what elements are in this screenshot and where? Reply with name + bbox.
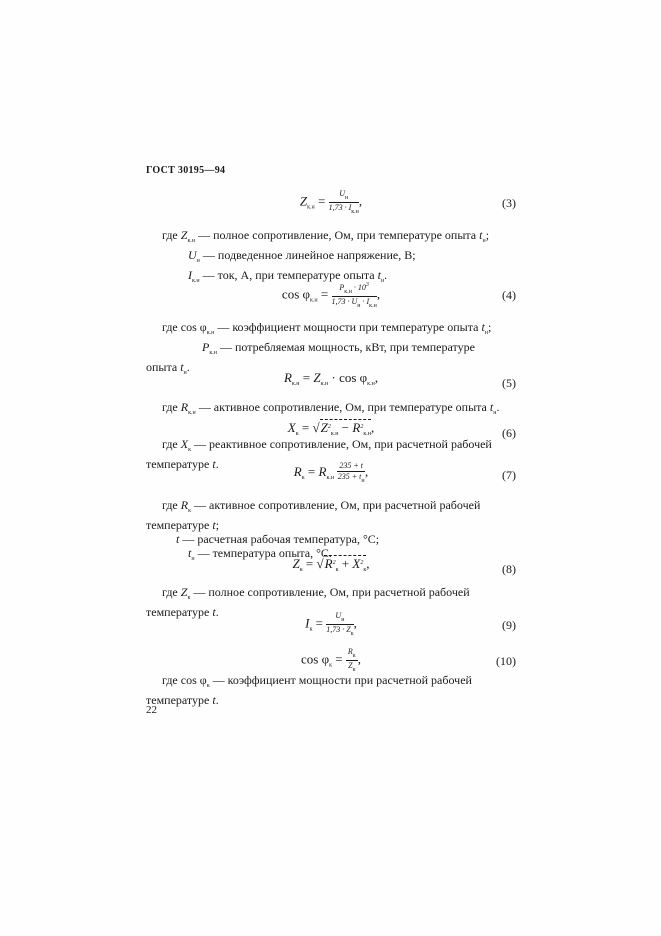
equation-number: (5) — [502, 376, 516, 390]
formula-4 — [146, 282, 516, 308]
equation-number: (8) — [502, 562, 516, 576]
page-number: 22 — [146, 704, 157, 716]
fraction: $\frac{P_{к.н} \cdot 10^3}{1,73 \cdot U_н \cdot I_{к.н}}$ — [331, 282, 377, 309]
explanation-8: где $Z_к$ — полное сопротивление, Ом, при расчетной рабочей температуре t. — [146, 585, 470, 619]
fraction: $\frac{235 + t}{235 + t_н}$ — [337, 461, 365, 484]
explanation-5: где $R_{к.н}$ — активное сопротивление, Ом, при температуре опыта $t_н$. — [162, 400, 500, 416]
formula-3 — [146, 190, 516, 216]
formula-8 — [146, 556, 516, 582]
equation-number: (6) — [502, 426, 516, 440]
radical: $R^2_к + X^2_к$ — [324, 556, 367, 573]
formula-5 — [146, 370, 516, 396]
fraction: $\frac{R_к}{Z_к}$ — [347, 647, 356, 673]
explanation-3: где $Z_{к.н}$ — полное сопротивление, Ом, при температуре опыта $t_н$; $U_н$ — подведенное линейное напряжение, В; $I_{к.н}$ — ток, А, при температуре опыта $t_н$. — [162, 228, 490, 284]
formula-5-expression: $R_{к.н} = Z_{к.н} \cdot \cos \varphi_{к.н}$, — [283, 370, 379, 387]
explanation-7: где $R_к$ — активное сопротивление, Ом, при расчетной рабочей температуре t; t — расчетная рабочая температура, °С; $t_н$ — температура опыта, °С. — [146, 498, 481, 562]
explanation-4: где $\cos \varphi_{к.н}$ — коэффициент мощности при температуре опыта $t_н$; $P_{к.н}$ — потребляемая мощность, кВт, при температуре опыта $t_н$. — [146, 320, 492, 376]
formula-10-expression: $\cos \varphi_к$ = $\frac{R_к}{Z_к}$ , — [301, 647, 361, 673]
formula-9-expression: $I_к$ = $\frac{U_н}{1,73 \cdot Z_к}$ , — [305, 611, 357, 637]
formula-10 — [146, 648, 516, 674]
explanation-10: где $\cos \varphi_к$ — коэффициент мощности при расчетной рабочей температуре t. — [146, 673, 472, 707]
fraction: $\frac{U_н}{1,73 \cdot I_{к.н}}$ — [328, 189, 359, 215]
equation-number: (4) — [502, 288, 516, 302]
formula-6-expression: $X_к = √Z^2_{к.н} - R^2_{к.н}$, — [287, 420, 375, 437]
formula-7-expression: $R_к = R_{к.н}$ $\frac{235 + t}{235 + t_н}$ , — [293, 461, 369, 484]
formula-4-expression: $\cos \varphi_{к.н}$ = $\frac{P_{к.н} \cdot 10^3}{1,73 \cdot U_н \cdot I_{к.н}}$ , — [281, 282, 381, 309]
radical: $Z^2_{к.н} - R^2_{к.н}$ — [320, 420, 371, 437]
equation-number: (10) — [496, 654, 516, 668]
fraction: $\frac{U_н}{1,73 \cdot Z_к}$ — [326, 611, 354, 637]
formula-9 — [146, 612, 516, 638]
equation-number: (9) — [502, 618, 516, 632]
formula-8-expression: $Z_к = √R^2_к + X^2_к$, — [292, 556, 370, 573]
equation-number: (3) — [502, 196, 516, 210]
formula-7 — [146, 462, 516, 488]
equation-number: (7) — [502, 468, 516, 482]
explanation-6: где $X_к$ — реактивное сопротивление, Ом, при расчетной рабочей температуре t. — [146, 437, 492, 471]
formula-3-expression: $Z_{к.н}$ = $\frac{U_н}{1,73 \cdot I_{к.н}}$ , — [299, 189, 363, 215]
page-header: ГОСТ 30195—94 — [146, 165, 226, 176]
